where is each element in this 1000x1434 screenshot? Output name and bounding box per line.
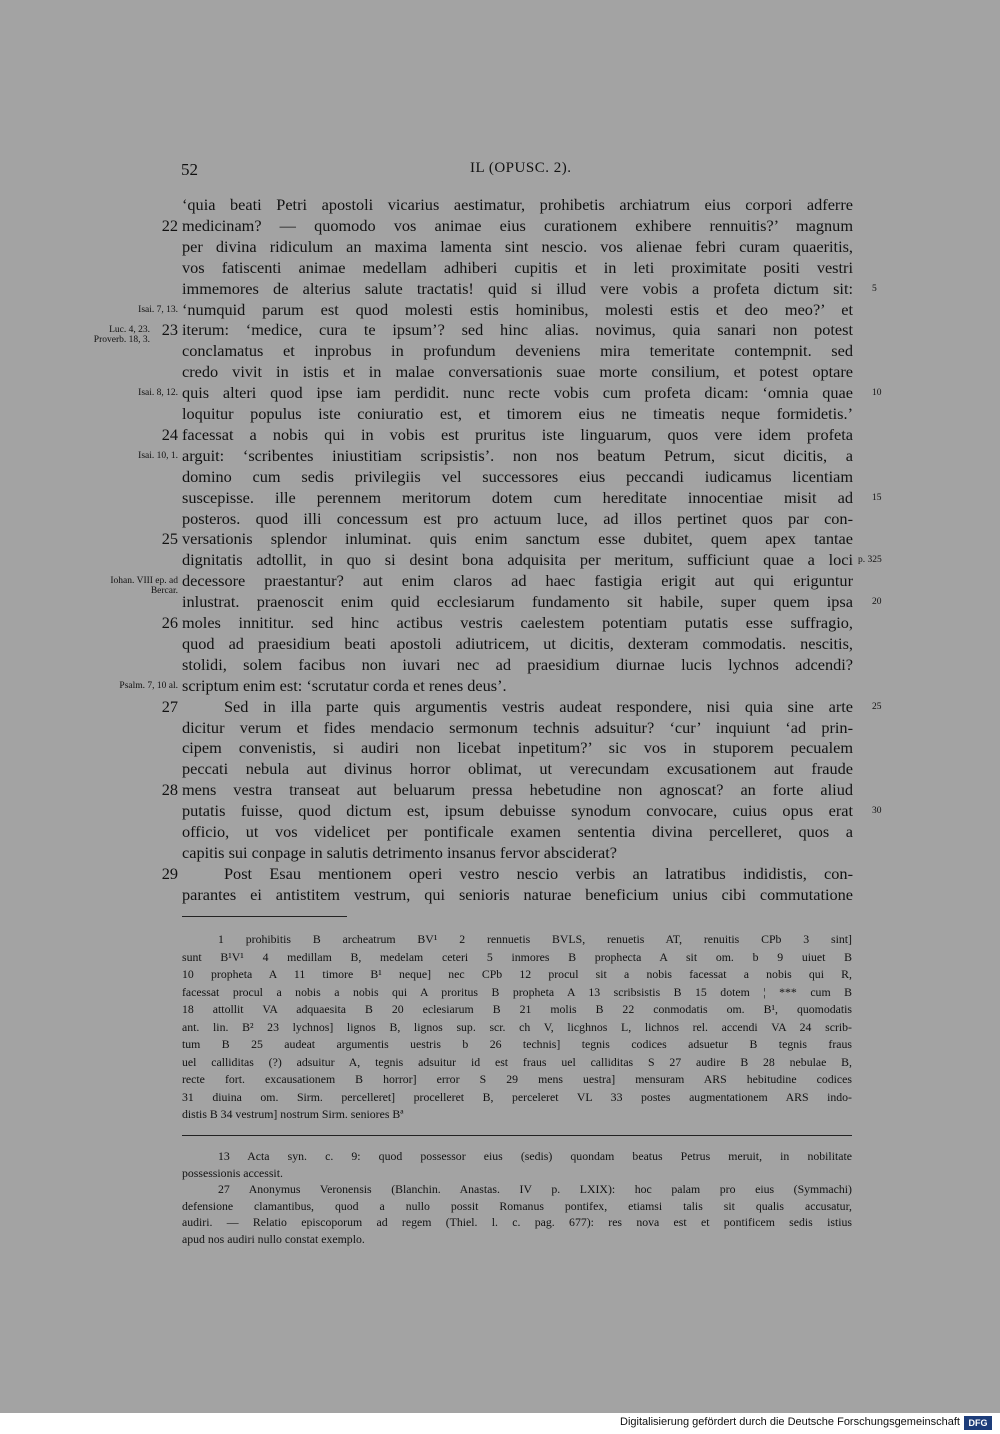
page-number: 52 bbox=[181, 160, 198, 179]
text-line bbox=[0, 634, 1000, 655]
line-text: putatis fuisse, quod dictum est, ipsum debuisse synodum convocare, cuius opus erat bbox=[182, 801, 853, 821]
footer-credit: Digitalisierung gefördert durch die Deutsche Forschungsgemeinschaft bbox=[620, 1416, 960, 1428]
text-line bbox=[0, 341, 1000, 362]
line-number: 15 bbox=[872, 492, 882, 503]
running-head: IL (OPUSC. 2). bbox=[470, 160, 572, 176]
line-number: 25 bbox=[872, 701, 882, 712]
text-line bbox=[0, 320, 1000, 346]
text-line bbox=[0, 613, 1000, 634]
source-line: possessionis accessit. bbox=[182, 1165, 283, 1180]
text-line bbox=[0, 864, 1000, 885]
text-line bbox=[0, 571, 1000, 597]
section-number: 25 bbox=[161, 529, 178, 549]
apparatus-line: distis B 34 vestrum] nostrum Sirm. seniores Bª bbox=[182, 1107, 404, 1121]
line-text: suscepisse. ille perennem meritorum dotem cum hereditate innocentiae misit ad bbox=[182, 487, 853, 507]
margin-reference: Isai. 10, 1. bbox=[138, 450, 178, 461]
text-line bbox=[0, 195, 1000, 216]
line-text: arguit: ‘scribentes iniustitiam scripsistis’. non nos beatum Petrum, sicut dicitis, a bbox=[182, 445, 853, 465]
line-text: vos fatiscenti animae medellam adhiberi cupitis et in leti proximitate positi vestri bbox=[182, 257, 853, 277]
line-text: iterum: ‘medice, cura te ipsum’? sed hinc alias. novimus, quia sanari non potest bbox=[182, 320, 853, 340]
line-text: credo vivit in istis et in malae conversationis suae morte consilium, et potest optare bbox=[182, 362, 853, 382]
line-text: cipem convenistis, si audiri non licebat inpetitum?’ sic vos in stuporem pecualem bbox=[182, 738, 853, 758]
line-text: inlustrat. praenoscit enim quid ecclesiarum fundamento sit habile, super quem ipsa bbox=[182, 592, 853, 612]
line-text: quis alteri quod ipse iam perdidit. nunc recte vobis cum profeta dicam: ‘omnia quae bbox=[182, 383, 853, 403]
line-text: peccati nebula aut divinus horror oblimat, ut verecundam excusationem aut fraude bbox=[182, 759, 853, 779]
line-text: facessat a nobis qui in vobis est pruritus iste linguarum, quos vere idem profeta bbox=[182, 424, 853, 444]
text-line bbox=[0, 300, 1000, 321]
text-line bbox=[0, 446, 1000, 467]
text-line bbox=[0, 843, 1000, 864]
apparatus-line: 1 prohibitis B archeatrum BV¹ 2 rennuetis BVLS, renuetis AT, renuitis CPb 3 sint] bbox=[218, 932, 852, 946]
apparatus-line: uel calliditas (?) adsuitur A, tegnis adsuitur id est fraus uel calliditas S 27 audire B 28 nebulae B, bbox=[182, 1054, 852, 1069]
line-text: versationis splendor inluminat. quis enim sanctum esse dubitet, quem apex tantae bbox=[182, 529, 853, 549]
section-number: 26 bbox=[161, 613, 178, 632]
text-line bbox=[0, 592, 1000, 613]
text-line bbox=[0, 362, 1000, 383]
text-line bbox=[0, 697, 1000, 718]
apparatus-divider bbox=[182, 916, 347, 917]
text-line bbox=[0, 404, 1000, 425]
text-line bbox=[0, 885, 1000, 906]
line-text: immemores de alterius salute tractatis! quid si illud vere vobis a profeta dictum sit: bbox=[182, 278, 853, 298]
source-line: defensione clamantibus, quod a nullo possit Romanus pontifex, etiamsi talis sit qualis accusatur, bbox=[182, 1198, 852, 1213]
page-header bbox=[0, 160, 1000, 184]
line-text: medicinam? — quomodo vos animae eius curationem exhibere rennuitis?’ magnum bbox=[182, 215, 853, 235]
line-number: 5 bbox=[872, 283, 877, 294]
text-line bbox=[0, 780, 1000, 801]
sources-divider bbox=[182, 1135, 852, 1136]
text-line bbox=[0, 822, 1000, 843]
text-line bbox=[0, 279, 1000, 300]
digitization-footer bbox=[0, 1413, 1000, 1434]
line-text: dicitur verum et fides mendacio sermonum technis adsuitur? ‘cur’ inquiunt ‘ad prin- bbox=[182, 717, 853, 737]
text-line bbox=[0, 383, 1000, 404]
text-line bbox=[0, 216, 1000, 237]
dfg-logo: DFG bbox=[964, 1416, 992, 1430]
line-text: ‘numquid parum est quod molesti estis hominibus, molesti estis et deo meo?’ et bbox=[182, 299, 853, 319]
source-line: 13 Acta syn. c. 9: quod possessor eius (sedis) quondam beatus Petrus meruit, in nobilitate bbox=[218, 1149, 852, 1163]
source-line: apud nos audiri nullo constat exemplo. bbox=[182, 1231, 365, 1246]
line-text: Post Esau mentionem operi vestro nescio verbis an latratibus indidistis, con- bbox=[224, 863, 853, 883]
margin-reference: Luc. 4, 23. Proverb. 18, 3. bbox=[93, 325, 150, 346]
line-text: per divina ridiculum an maxima lamenta sint nescio. vos alienae febri curam quaeritis, bbox=[182, 236, 853, 256]
text-line bbox=[0, 801, 1000, 822]
line-text: ‘quia beati Petri apostoli vicarius aestimatur, prohibetis archiatrum eius corpori adferre bbox=[182, 195, 853, 214]
apparatus-line: 18 attollit VA adquaesita B 20 eclesiarum B 21 molis B 22 conmodatis om. B¹, quomodatis bbox=[182, 1002, 852, 1016]
line-text: mens vestra transeat aut beluarum pressa hebetudine non agnoscat? an forte aliud bbox=[182, 780, 853, 800]
section-number: 23 bbox=[161, 320, 178, 340]
page-reference: p. 325 bbox=[858, 555, 882, 566]
text-line bbox=[0, 237, 1000, 258]
apparatus-line: ant. lin. B² 23 lychnos] lignos B, lignos sup. scr. ch V, licghnos L, lichnos rel. accendi VA 24 scrib- bbox=[182, 1019, 852, 1034]
line-text: stolidi, solem facibus non iuvari nec ad praesidium diurnae lucis lychnos adcendi? bbox=[182, 654, 853, 674]
margin-reference: Psalm. 7, 10 al. bbox=[119, 680, 178, 691]
line-text: Sed in illa parte quis argumentis vestris audeat respondere, nisi quia sine arte bbox=[224, 696, 853, 716]
line-number: 20 bbox=[872, 597, 882, 608]
line-text: posteros. quod illi concessum est pro actuum luce, ad illos pertinet quos par con- bbox=[182, 508, 853, 528]
text-line bbox=[0, 488, 1000, 509]
apparatus-line: 31 diuina om. Sirm. percelleret] procelleret B, perceleret VL 33 postes augmentationem ARS indo- bbox=[182, 1089, 852, 1104]
sources-notes bbox=[182, 1148, 852, 1247]
text-line bbox=[0, 718, 1000, 739]
margin-reference: Isai. 8, 12. bbox=[138, 388, 178, 399]
text-line bbox=[0, 467, 1000, 488]
text-line bbox=[0, 425, 1000, 446]
line-text: decessore praestantur? aut enim claros ad haec fastigia erigit aut qui eriguntur bbox=[182, 571, 853, 591]
text-line bbox=[0, 759, 1000, 780]
section-number: 29 bbox=[161, 863, 178, 883]
text-line bbox=[0, 529, 1000, 550]
section-number: 24 bbox=[161, 424, 178, 444]
apparatus-line: recte fort. excausationem B horror] error S 29 mens uestra] mensuram ARS hebitudine codices bbox=[182, 1072, 852, 1086]
apparatus-line: facessat procul a nobis a nobis qui A proritus B propheta A 13 scribsistis B 15 dotem ¦ *** cum B bbox=[182, 984, 852, 999]
line-text: capitis sui conpage in salutis detrimento insanus fervor absciderat? bbox=[182, 842, 617, 862]
text-line bbox=[0, 655, 1000, 676]
line-text: loquitur populus iste coniuratio est, et timorem eius ne timeatis neque formidetis.’ bbox=[182, 404, 853, 423]
source-line: 27 Anonymus Veronensis (Blanchin. Anastas. IV p. LXIX): hoc palam pro eius (Symmachi) bbox=[218, 1182, 852, 1196]
text-line bbox=[0, 676, 1000, 697]
apparatus-line: 10 propheta A 11 timore B¹ neque] nec CPb 12 procul sit a nobis facessat a nobis qui R, bbox=[182, 967, 852, 981]
text-line bbox=[0, 738, 1000, 759]
critical-apparatus bbox=[182, 931, 852, 1124]
text-line bbox=[0, 550, 1000, 571]
text-line bbox=[0, 509, 1000, 530]
line-number: 30 bbox=[872, 806, 882, 817]
apparatus-line: sunt B¹V¹ 4 medillam B, medelam ceteri 5 inmores B prophecta A sit om. b 9 uiuet B bbox=[182, 949, 852, 964]
line-text: officio, ut vos videlicet per pontificale examen sententia divina percelleret, quos a bbox=[182, 822, 853, 841]
line-text: parantes ei antistitem vestrum, qui senioris naturae beneficium unius cibi commutatione bbox=[182, 884, 853, 904]
section-number: 27 bbox=[161, 696, 178, 716]
section-number: 22 bbox=[161, 215, 178, 235]
section-number: 28 bbox=[161, 780, 178, 800]
source-line: audiri. — Relatio episcoporum ad regem (Thiel. l. c. pag. 677): res nova est et pontificem sedis istius bbox=[182, 1215, 852, 1229]
line-text: moles innititur. sed hinc actibus vestris caelestem potentiam putatis esse suffragio, bbox=[182, 613, 853, 632]
line-text: domino cum sedis privilegiis vel successores eius peccandi iudicamus licentiam bbox=[182, 466, 853, 486]
line-text: dignitatis adtollit, in quo si desint bona adquisita per meritum, sufficiunt quae a loci bbox=[182, 550, 853, 570]
text-line bbox=[0, 258, 1000, 279]
line-text: conclamatus et inprobus in profundum deveniens mira temeritate contempnit. sed bbox=[182, 341, 853, 361]
apparatus-line: tum B 25 audeat argumentis uestris b 26 technis] tegnis codices adsuetur B tegnis fraus bbox=[182, 1037, 852, 1051]
line-number: 10 bbox=[872, 388, 882, 399]
margin-reference: Isai. 7, 13. bbox=[138, 304, 178, 315]
margin-reference: Iohan. VIII ep. ad Bercar. bbox=[110, 576, 178, 597]
line-text: scriptum enim est: ‘scrutatur corda et renes deus’. bbox=[182, 675, 507, 695]
line-text: quod ad praesidium beati apostoli adiutricem, ut dicitis, dexteram commodatis. nescitis, bbox=[182, 633, 853, 653]
